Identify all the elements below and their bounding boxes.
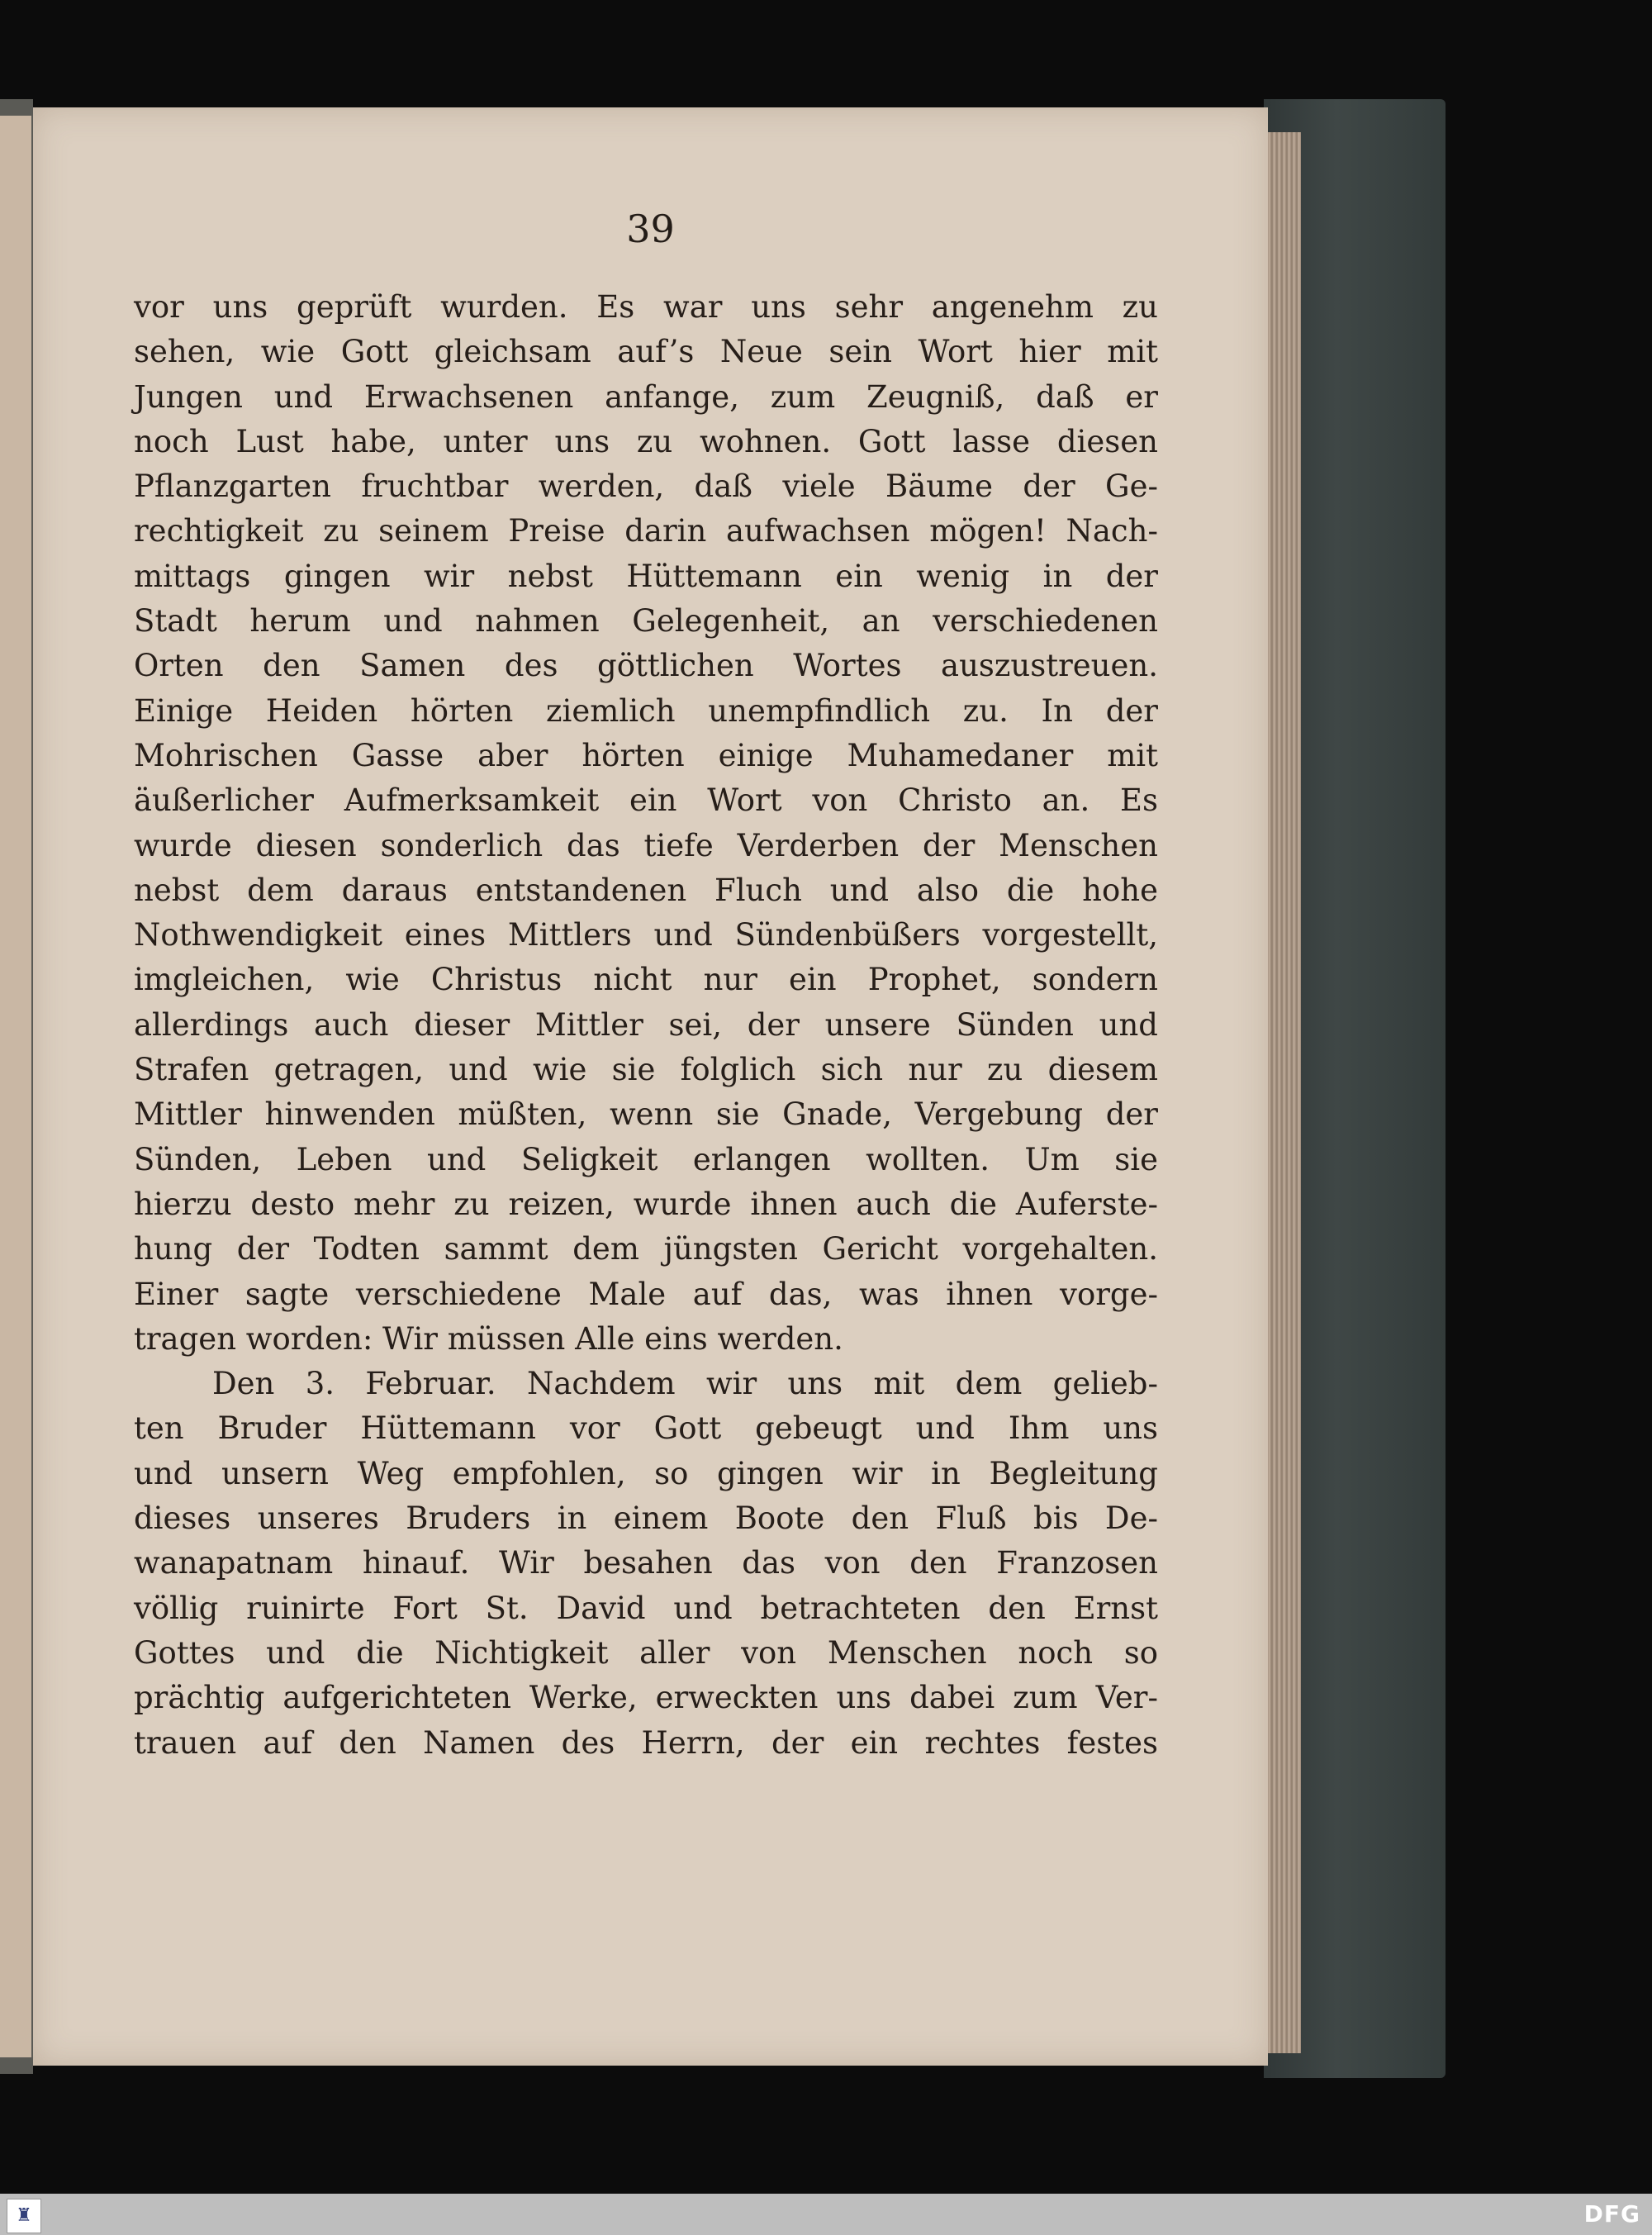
text-line: hung der Todten sammt dem jüngsten Gericht vorgehalten. [134,1231,1158,1267]
text-line: Gottes und die Nichtigkeit aller von Menschen noch so [134,1634,1158,1671]
text-line: Strafen getragen, und wie sie folglich sich nur zu diesem [134,1052,1158,1088]
text-line: hierzu desto mehr zu reizen, wurde ihnen auch die Auferste- [134,1186,1158,1222]
book-page [33,107,1268,2066]
dfg-logo: DFG [1583,2200,1640,2228]
text-line: prächtig aufgerichteten Werke, erweckten uns dabei zum Ver- [134,1680,1158,1716]
text-line: mittags gingen wir nebst Hüttemann ein wenig in der [134,558,1158,594]
text-line: Mittler hinwenden müßten, wenn sie Gnade, Vergebung der [134,1096,1158,1133]
text-line: noch Lust habe, unter uns zu wohnen. Gott lasse diesen [134,423,1158,459]
text-line: sehen, wie Gott gleichsam auf’s Neue sein Wort hier mit [134,334,1158,370]
text-line: imgleichen, wie Christus nicht nur ein Prophet, sondern [134,962,1158,998]
text-line: Mohrischen Gasse aber hörten einige Muhamedaner mit [134,737,1158,773]
page-number: 39 [626,207,675,251]
text-line: dieses unseres Bruders in einem Boote den Fluß bis De- [134,1500,1158,1537]
library-seal-icon: ♜ [7,2199,41,2233]
text-line: Stadt herum und nahmen Gelegenheit, an verschiedenen [134,603,1158,640]
text-line: nebst dem daraus entstandenen Fluch und also die hohe [134,872,1158,908]
text-line: und unsern Weg empfohlen, so gingen wir in Begleitung [134,1455,1158,1491]
text-line: Jungen und Erwachsenen anfange, zum Zeugniß, daß er [134,378,1158,415]
text-line: Einer sagte verschiedene Male auf das, was ihnen vorge- [134,1276,1158,1312]
page-text-block [134,285,1158,1766]
text-line: tragen worden: Wir müssen Alle eins werden. [134,1320,843,1357]
text-line: ten Bruder Hüttemann vor Gott gebeugt und Ihm uns [134,1410,1158,1447]
text-line: vor uns geprüft wurden. Es war uns sehr angenehm zu [134,289,1158,325]
text-line: Orten den Samen des göttlichen Wortes auszustreuen. [134,648,1158,684]
viewer-footer-bar [0,2194,1652,2235]
text-line: trauen auf den Namen des Herrn, der ein rechtes festes [134,1724,1158,1761]
text-line: Pflanzgarten fruchtbar werden, daß viele Bäume der Ge- [134,468,1158,505]
text-line: allerdings auch dieser Mittler sei, der unsere Sünden und [134,1006,1158,1043]
previous-page-edge [0,116,31,2057]
text-line: Einige Heiden hörten ziemlich unempfindlich zu. In der [134,692,1158,729]
text-line: wanapatnam hinauf. Wir besahen das von den Franzosen [134,1545,1158,1581]
text-line: völlig ruinirte Fort St. David und betrachteten den Ernst [134,1590,1158,1626]
text-line: äußerlicher Aufmerksamkeit ein Wort von Christo an. Es [134,782,1158,819]
text-line: rechtigkeit zu seinem Preise darin aufwachsen mögen! Nach- [134,513,1158,549]
text-line: wurde diesen sonderlich das tiefe Verderben der Menschen [134,827,1158,863]
text-line: Nothwendigkeit eines Mittlers und Sündenbüßers vorgestellt, [134,917,1158,953]
text-line: Den 3. Februar. Nachdem wir uns mit dem gelieb- [212,1366,1158,1402]
text-line: Sünden, Leben und Seligkeit erlangen wollten. Um sie [134,1141,1158,1177]
